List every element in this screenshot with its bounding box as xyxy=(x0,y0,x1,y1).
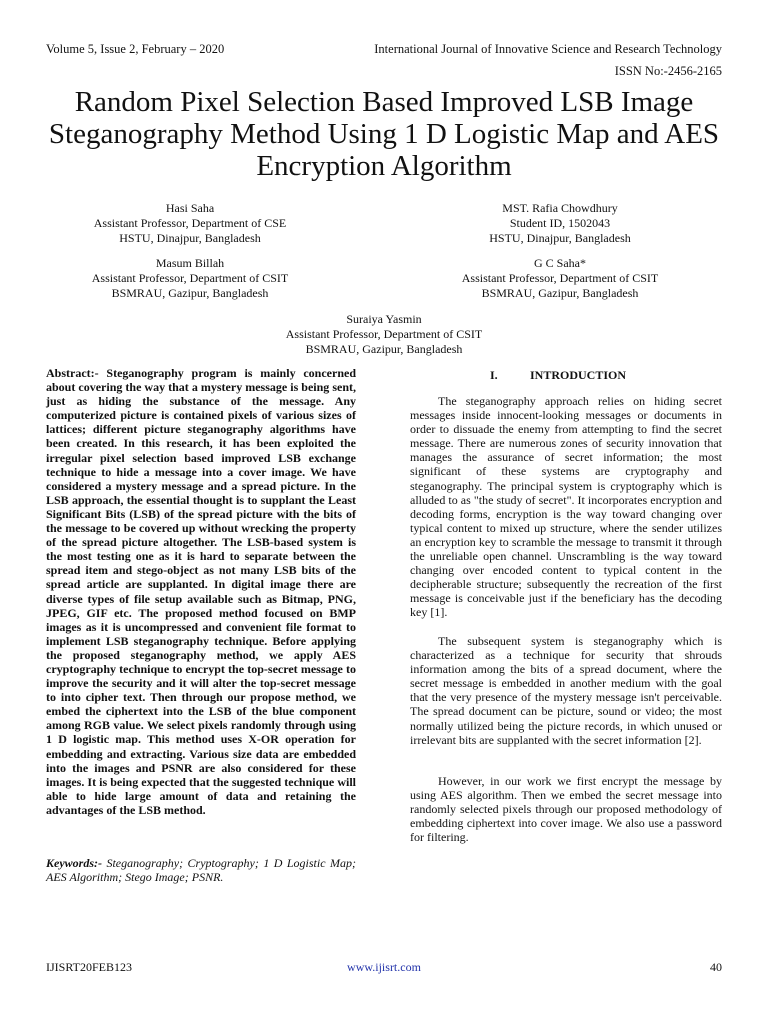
paper-title: Random Pixel Selection Based Improved LSB Image Steganography Method Using 1 D Logistic Map and AES Encryption Algorithm xyxy=(48,86,720,182)
author-name: G C Saha* xyxy=(534,256,586,270)
author-block xyxy=(430,256,690,301)
author-affiliation: HSTU, Dinajpur, Bangladesh xyxy=(489,231,631,245)
author-name: Suraiya Yasmin xyxy=(346,312,422,326)
keywords-label: Keywords:- xyxy=(46,856,102,870)
author-name: Hasi Saha xyxy=(165,201,215,215)
author-role: Assistant Professor, Department of CSIT xyxy=(285,327,483,341)
footer-paper-code: IJISRT20FEB123 xyxy=(46,960,132,974)
header-volume: Volume 5, Issue 2, February – 2020 xyxy=(46,42,225,56)
author-block xyxy=(60,201,320,246)
author-affiliation: BSMRAU, Gazipur, Bangladesh xyxy=(481,286,639,300)
keywords-text: Steganography; Cryptography; 1 D Logistic Map; AES Algorithm; Stego Image; PSNR. xyxy=(46,856,356,885)
author-role: Assistant Professor, Department of CSE xyxy=(93,216,287,230)
header-issn: ISSN No:-2456-2165 xyxy=(614,64,722,78)
author-role: Student ID, 1502043 xyxy=(509,216,611,230)
section-title: INTRODUCTION xyxy=(530,368,627,382)
header-journal: International Journal of Innovative Science and Research Technology xyxy=(374,42,722,56)
author-role: Assistant Professor, Department of CSIT xyxy=(461,271,659,285)
abstract-text: Abstract:- Steganography program is mainly concerned about covering the way that a mystery message is being sent, just as hiding the substance of the message. Any computerized picture is contained pixels of various sizes of lattices; different picture steganography algorithms have been created. In this research, it has been exploited the irregular pixel selection based improved LSB exchange technique to hide a message into a cover image. We have considered a mystery message and a spread picture. In the LSB approach, the essential thought is to supplant the Least Significant Bits (LSB) of the spread picture with the bits of the message to be covered up without wrecking the property of the spread picture altogether. The LSB-based system is the most testing one as it is hard to separate between the spread item and stego-object as not many LSB bits of the spread article are supplanted. In digital image there are diverse types of file setup available such as Bitmap, PNG, JPEG, GIF etc. The proposed method focused on BMP images as it is uncompressed and convenient file format to implement LSB steganography technique. Before applying the proposed steganography method, we apply AES cryptography technique to encrypt the top-secret message to improve the security and it will alter the top-secret message to into cipher text. Then through our propose method, we embed the ciphertext into the LSB of the blue component among RGB value. We select pixels randomly through using 1 D logistic map. This method uses X-OR operation for embedding and extracting. Various size data are embedded into the images and PSNR are also considered for these images. It is being expected that the suggested technique will able to hide large amount of data and retaining the advantages of the LSB method. xyxy=(46,366,356,817)
author-affiliation: BSMRAU, Gazipur, Bangladesh xyxy=(305,342,463,356)
intro-paragraph: The subsequent system is steganography which is characterized as a technique for security that shrouds information among the bits of a spread document, where the secret message is embedded in another medium with the goal that the very presence of the mystery message isn't perceivable. The spread document can be picture, sound or video; the most normally utilized being the picture records, in which unused or irrelevant bits are supplanted with the secret information [2]. xyxy=(410,634,722,747)
keywords xyxy=(46,856,356,884)
author-role: Assistant Professor, Department of CSIT xyxy=(91,271,289,285)
intro-paragraph: However, in our work we first encrypt the message by using AES algorithm. Then we embed the secret message into randomly selected pixels through our proposed methodology of embedding ciphertext into cover image. We also use a password for filtering. xyxy=(410,774,722,845)
author-name: MST. Rafia Chowdhury xyxy=(502,201,618,215)
intro-paragraph: The steganography approach relies on hiding secret messages inside innocent-looking messages or documents in order to dissuade the enemy from attempting to find the secret message. There are numerous zones of security innovation that manages the assurance of secret information; the most significant of these systems are cryptography and steganography. The principal system is cryptography which is alluded to as "the study of secret". It incorporates encryption and decoding forms, encryption is the way toward changing over typical content to mixed up structure, where the sender utilizes an encryption key to scramble the message to transmit it through the unreliable open channel. Unscrambling is the way toward changing over encoded content to typical content in the decipherable structure; subsequently the recreation of the first message is conceivable just if the beneficiary has the decoding key [1]. xyxy=(410,394,722,620)
section-number: I. xyxy=(490,368,498,382)
author-affiliation: BSMRAU, Gazipur, Bangladesh xyxy=(111,286,269,300)
author-affiliation: HSTU, Dinajpur, Bangladesh xyxy=(119,231,261,245)
footer-website-link[interactable]: www.ijisrt.com xyxy=(347,960,421,974)
author-block xyxy=(430,201,690,246)
author-block xyxy=(60,256,320,301)
author-name: Masum Billah xyxy=(155,256,225,270)
author-block xyxy=(219,312,549,357)
page-number: 40 xyxy=(710,960,722,974)
